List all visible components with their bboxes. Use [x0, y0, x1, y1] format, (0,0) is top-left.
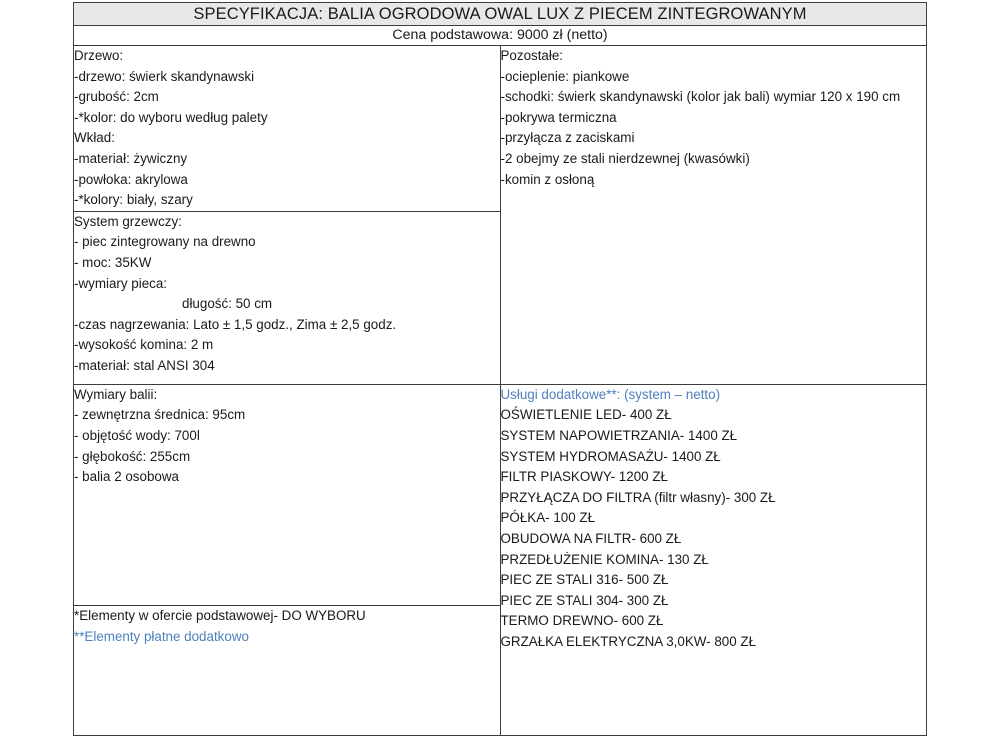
text-line: -powłoka: akrylowa — [74, 171, 188, 187]
text-line: Wkład: — [74, 130, 115, 146]
text-line: SYSTEM HYDROMASAŻU- 1400 ZŁ — [500, 448, 721, 464]
text-line: -2 obejmy ze stali nierdzewnej (kwasówki) — [500, 150, 750, 166]
text-line: -wysokość komina: 2 m — [74, 337, 214, 353]
text-line: -materiał: stal ANSI 304 — [74, 357, 215, 373]
cell-other-section — [500, 46, 927, 385]
text-line: OBUDOWA NA FILTR- 600 ZŁ — [500, 530, 682, 546]
text-line: FILTR PIASKOWY- 1200 ZŁ — [500, 469, 668, 485]
text-line: długość: 50 cm — [182, 296, 273, 312]
text-line: -czas nagrzewania: Lato ± 1,5 godz., Zima ± 2,5 godz. — [74, 316, 397, 332]
services-item-list — [501, 405, 927, 652]
text-line: Wymiary balii: — [74, 386, 158, 402]
text-line: -schodki: świerk skandynawski (kolor jak bali) wymiar 120 x 190 cm — [500, 89, 901, 105]
cell-dimensions-section — [74, 384, 501, 605]
cell-wood-section — [74, 46, 501, 212]
text-line: - moc: 35KW — [74, 254, 152, 270]
other-section-lines — [501, 46, 927, 190]
table-row-price — [74, 26, 927, 46]
table-row-main — [74, 46, 927, 212]
text-line: PRZYŁĄCZA DO FILTRA (filtr własny)- 300 ZŁ — [500, 489, 776, 505]
text-line: -komin z osłoną — [500, 171, 595, 187]
heating-section-lines — [74, 212, 500, 377]
text-line: PIEC ZE STALI 304- 300 ZŁ — [500, 592, 669, 608]
text-line: TERMO DREWNO- 600 ZŁ — [500, 613, 664, 629]
text-line: Pozostałe: — [500, 48, 564, 63]
table-row-dimensions — [74, 384, 927, 605]
text-line: -ocieplenie: piankowe — [500, 68, 630, 84]
footnotes-lines — [74, 606, 500, 647]
text-line: System grzewczy: — [74, 213, 182, 229]
cell-heating-section — [74, 211, 501, 384]
text-line: -pokrywa termiczna — [500, 109, 617, 125]
cell-footnotes-section — [74, 605, 501, 735]
text-line: -wymiary pieca: — [74, 275, 168, 291]
text-line: *Elementy w ofercie podstawowej- DO WYBORU — [74, 607, 366, 623]
text-line: -drzewo: świerk skandynawski — [74, 68, 255, 84]
text-line: - zewnętrzna średnica: 95cm — [74, 407, 246, 423]
base-price: Cena podstawowa: 9000 zł (netto) — [74, 26, 927, 46]
text-line: -przyłącza z zaciskami — [500, 130, 635, 146]
text-line: - piec zintegrowany na drewno — [74, 234, 256, 250]
table-row-title — [74, 3, 927, 26]
dimensions-section-lines — [74, 385, 500, 488]
text-line: PÓŁKA- 100 ZŁ — [500, 510, 596, 526]
text-line: - głębokość: 255cm — [74, 448, 191, 464]
text-line: - balia 2 osobowa — [74, 469, 179, 485]
wood-section-lines — [74, 46, 500, 211]
text-line: PRZEDŁUŻENIE KOMINA- 130 ZŁ — [500, 551, 709, 567]
text-line: GRZAŁKA ELEKTRYCZNA 3,0KW- 800 ZŁ — [500, 633, 757, 649]
text-line: -grubość: 2cm — [74, 89, 159, 105]
text-line: OŚWIETLENIE LED- 400 ZŁ — [500, 407, 672, 423]
text-line: Drzewo: — [74, 48, 124, 63]
text-line: -materiał: żywiczny — [74, 150, 188, 166]
text-line: -*kolory: biały, szary — [74, 192, 193, 208]
text-line: - objętość wody: 700l — [74, 427, 200, 443]
text-line: SYSTEM NAPOWIETRZANIA- 1400 ZŁ — [500, 427, 738, 443]
services-heading: Usługi dodatkowe**: (system – netto) — [500, 386, 721, 402]
text-line: **Elementy płatne dodatkowo — [74, 628, 249, 644]
cell-services-section — [500, 384, 927, 735]
text-line: -*kolor: do wyboru według palety — [74, 109, 268, 125]
document-title: SPECYFIKACJA: BALIA OGRODOWA OWAL LUX Z PIECEM ZINTEGROWANYM — [74, 3, 927, 26]
text-line: PIEC ZE STALI 316- 500 ZŁ — [500, 572, 669, 588]
specification-table — [73, 2, 927, 736]
